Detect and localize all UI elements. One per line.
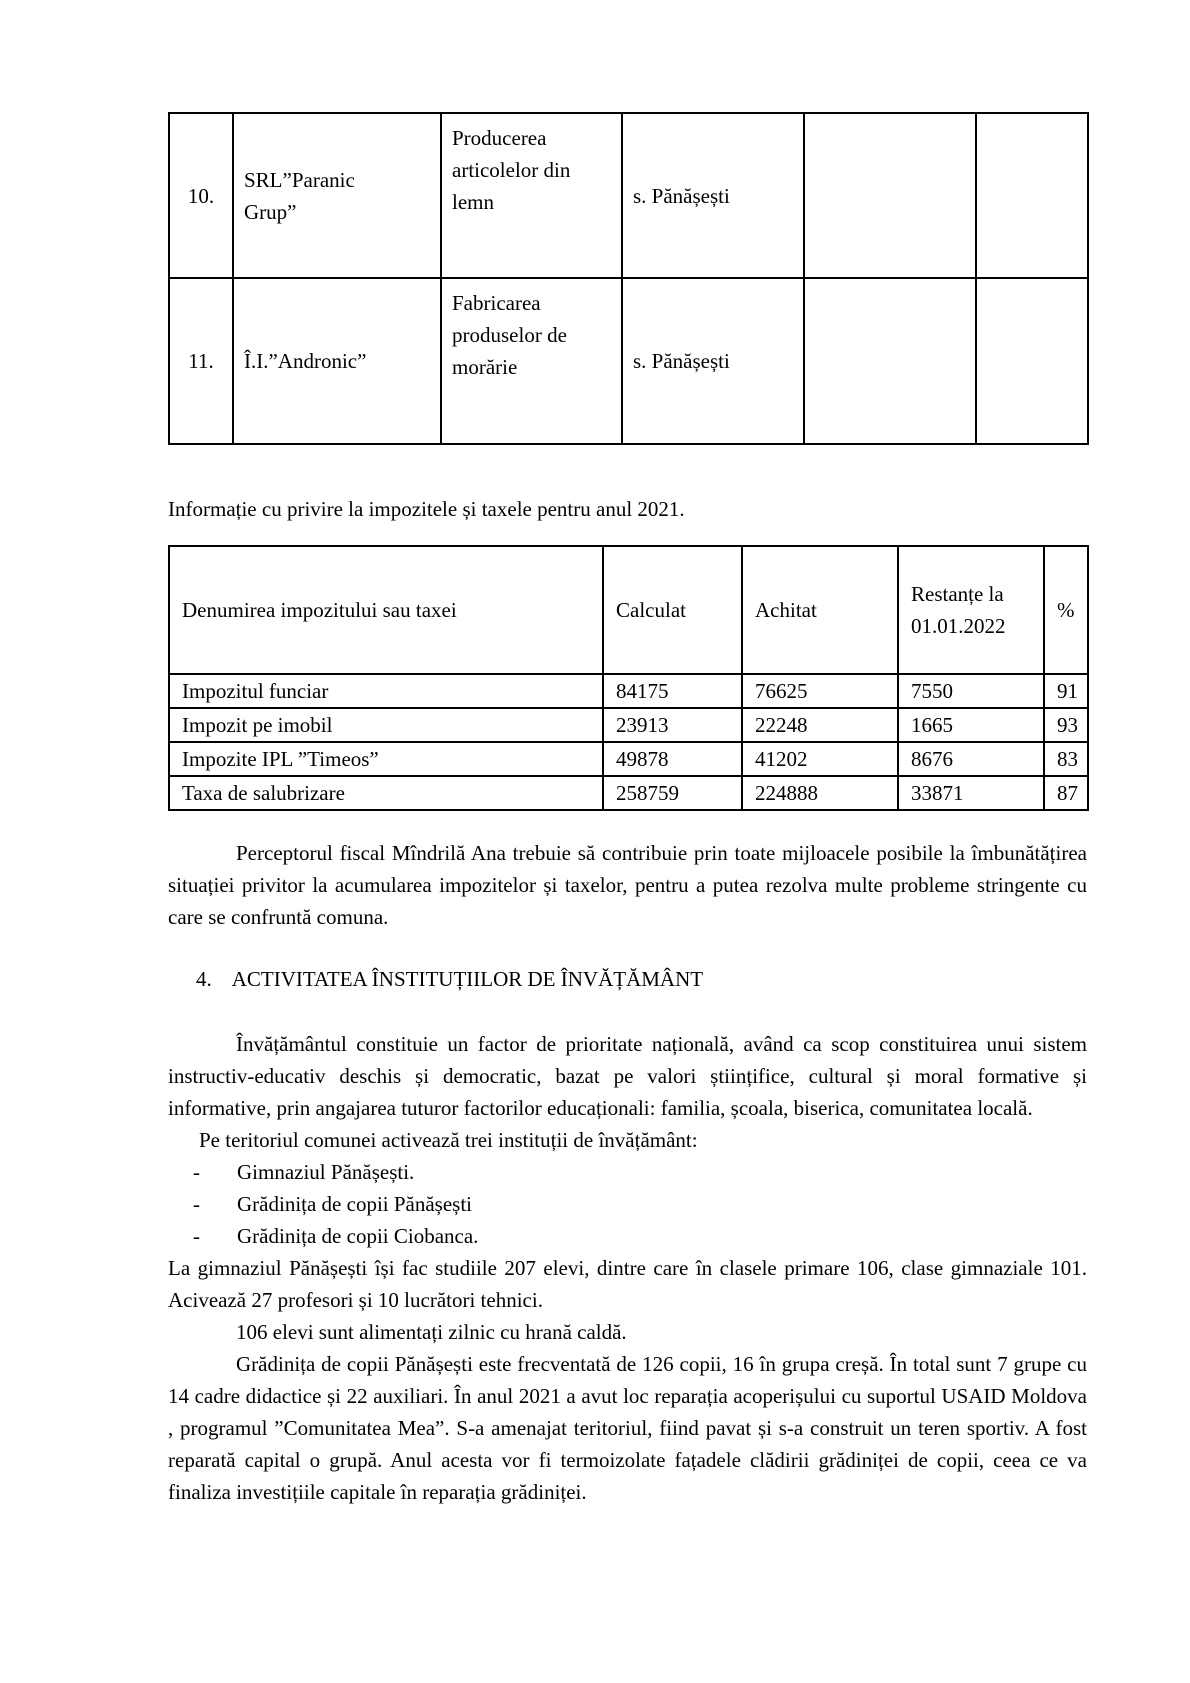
empty-cell	[804, 278, 976, 444]
empty-cell	[976, 113, 1088, 278]
column-header-denumirea: Denumirea impozitului sau taxei	[169, 546, 603, 674]
taxes-header-row	[169, 546, 1088, 674]
column-header-achitat: Achitat	[742, 546, 898, 674]
list-dash: -	[193, 1224, 200, 1248]
tax-achitat: 22248	[742, 708, 898, 742]
tax-restante: 1665	[898, 708, 1044, 742]
tax-percent: 83	[1044, 742, 1088, 776]
tax-achitat: 41202	[742, 742, 898, 776]
company-name: Î.I.”Andronic”	[233, 278, 441, 444]
tax-restante: 8676	[898, 742, 1044, 776]
column-header-restante: Restanțe la 01.01.2022	[898, 546, 1044, 674]
fiscal-paragraph: Perceptorul fiscal Mîndrilă Ana trebuie să contribuie prin toate mijloacele posibile la îmbunătățirea situației privitor la acumularea impozitelor și taxelor, pentru a putea rezolva multe probleme stringente cu care se confruntă comuna.	[168, 841, 1087, 929]
tax-name: Impozite IPL ”Timeos”	[169, 742, 603, 776]
tax-percent: 87	[1044, 776, 1088, 810]
table-row	[169, 742, 1088, 776]
list-dash: -	[193, 1160, 200, 1184]
tax-restante: 7550	[898, 674, 1044, 708]
institution-name: Grădinița de copii Pănășești	[237, 1192, 473, 1216]
table-row	[169, 278, 1088, 444]
institution-name: Grădinița de copii Ciobanca.	[237, 1224, 479, 1248]
document-content	[168, 0, 1087, 1508]
tax-percent: 93	[1044, 708, 1088, 742]
company-location: s. Pănășești	[622, 113, 804, 278]
list-item	[168, 1220, 1087, 1252]
list-item	[168, 1156, 1087, 1188]
list-item	[168, 1188, 1087, 1220]
table-row	[169, 708, 1088, 742]
section-heading-number: 4.	[196, 967, 212, 991]
institution-name: Gimnaziul Pănășești.	[237, 1160, 415, 1184]
company-name: SRL”Paranic Grup”	[233, 113, 441, 278]
institutions-intro-line: Pe teritoriul comunei activează trei instituții de învățământ:	[199, 1128, 698, 1152]
taxes-table	[168, 545, 1089, 811]
tax-restante: 33871	[898, 776, 1044, 810]
taxes-intro-line: Informație cu privire la impozitele și taxele pentru anul 2021.	[168, 497, 685, 521]
meals-line: 106 elevi sunt alimentați zilnic cu hrană caldă.	[236, 1320, 627, 1344]
companies-table	[168, 112, 1089, 445]
empty-cell	[804, 113, 976, 278]
table-row	[169, 776, 1088, 810]
tax-name: Taxa de salubrizare	[169, 776, 603, 810]
company-activity: Fabricarea produselor de morărie	[441, 278, 622, 444]
table-row	[169, 113, 1088, 278]
tax-calculat: 258759	[603, 776, 742, 810]
education-paragraph-1: Învățământul constituie un factor de prioritate națională, având ca scop constituirea unui sistem instructiv-educativ deschis și democratic, bazat pe valori științifice, cultural și moral formative și informative, prin angajarea tuturor factorilor educaționali: familia, școala, biserica, comunitatea locală.	[168, 1032, 1087, 1120]
tax-achitat: 76625	[742, 674, 898, 708]
tax-percent: 91	[1044, 674, 1088, 708]
company-location: s. Pănășești	[622, 278, 804, 444]
company-activity: Producerea articolelor din lemn	[441, 113, 622, 278]
tax-calculat: 84175	[603, 674, 742, 708]
gymnasium-paragraph: La gimnaziul Pănășești își fac studiile 207 elevi, dintre care în clasele primare 106, clase gimnaziale 101. Acivează 27 profesori și 10 lucrători tehnici.	[168, 1256, 1087, 1312]
company-number: 11.	[169, 278, 233, 444]
tax-achitat: 224888	[742, 776, 898, 810]
table-row	[169, 674, 1088, 708]
company-number: 10.	[169, 113, 233, 278]
empty-cell	[976, 278, 1088, 444]
tax-calculat: 23913	[603, 708, 742, 742]
column-header-percent: %	[1044, 546, 1088, 674]
list-dash: -	[193, 1192, 200, 1216]
section-heading-text: ACTIVITATEA ÎNSTITUȚIILOR DE ÎNVĂȚĂMÂNT	[231, 967, 704, 991]
tax-name: Impozitul funciar	[169, 674, 603, 708]
tax-calculat: 49878	[603, 742, 742, 776]
section-heading	[168, 963, 1087, 995]
kindergarten-paragraph: Grădinița de copii Pănășești este frecventată de 126 copii, 16 în grupa creșă. În total sunt 7 grupe cu 14 cadre didactice și 22 auxiliari. În anul 2021 a avut loc reparația acoperișului cu suportul USAID Moldova , programul ”Comunitatea Mea”. S-a amenajat teritoriul, fiind pavat și s-a construit un teren sportiv. A fost reparată capital o grupă. Anul acesta vor fi termoizolate fațadele clădirii grădiniței de copii, ceea ce va finaliza investițiile capitale în reparația grădiniței.	[168, 1352, 1087, 1504]
column-header-calculat: Calculat	[603, 546, 742, 674]
tax-name: Impozit pe imobil	[169, 708, 603, 742]
